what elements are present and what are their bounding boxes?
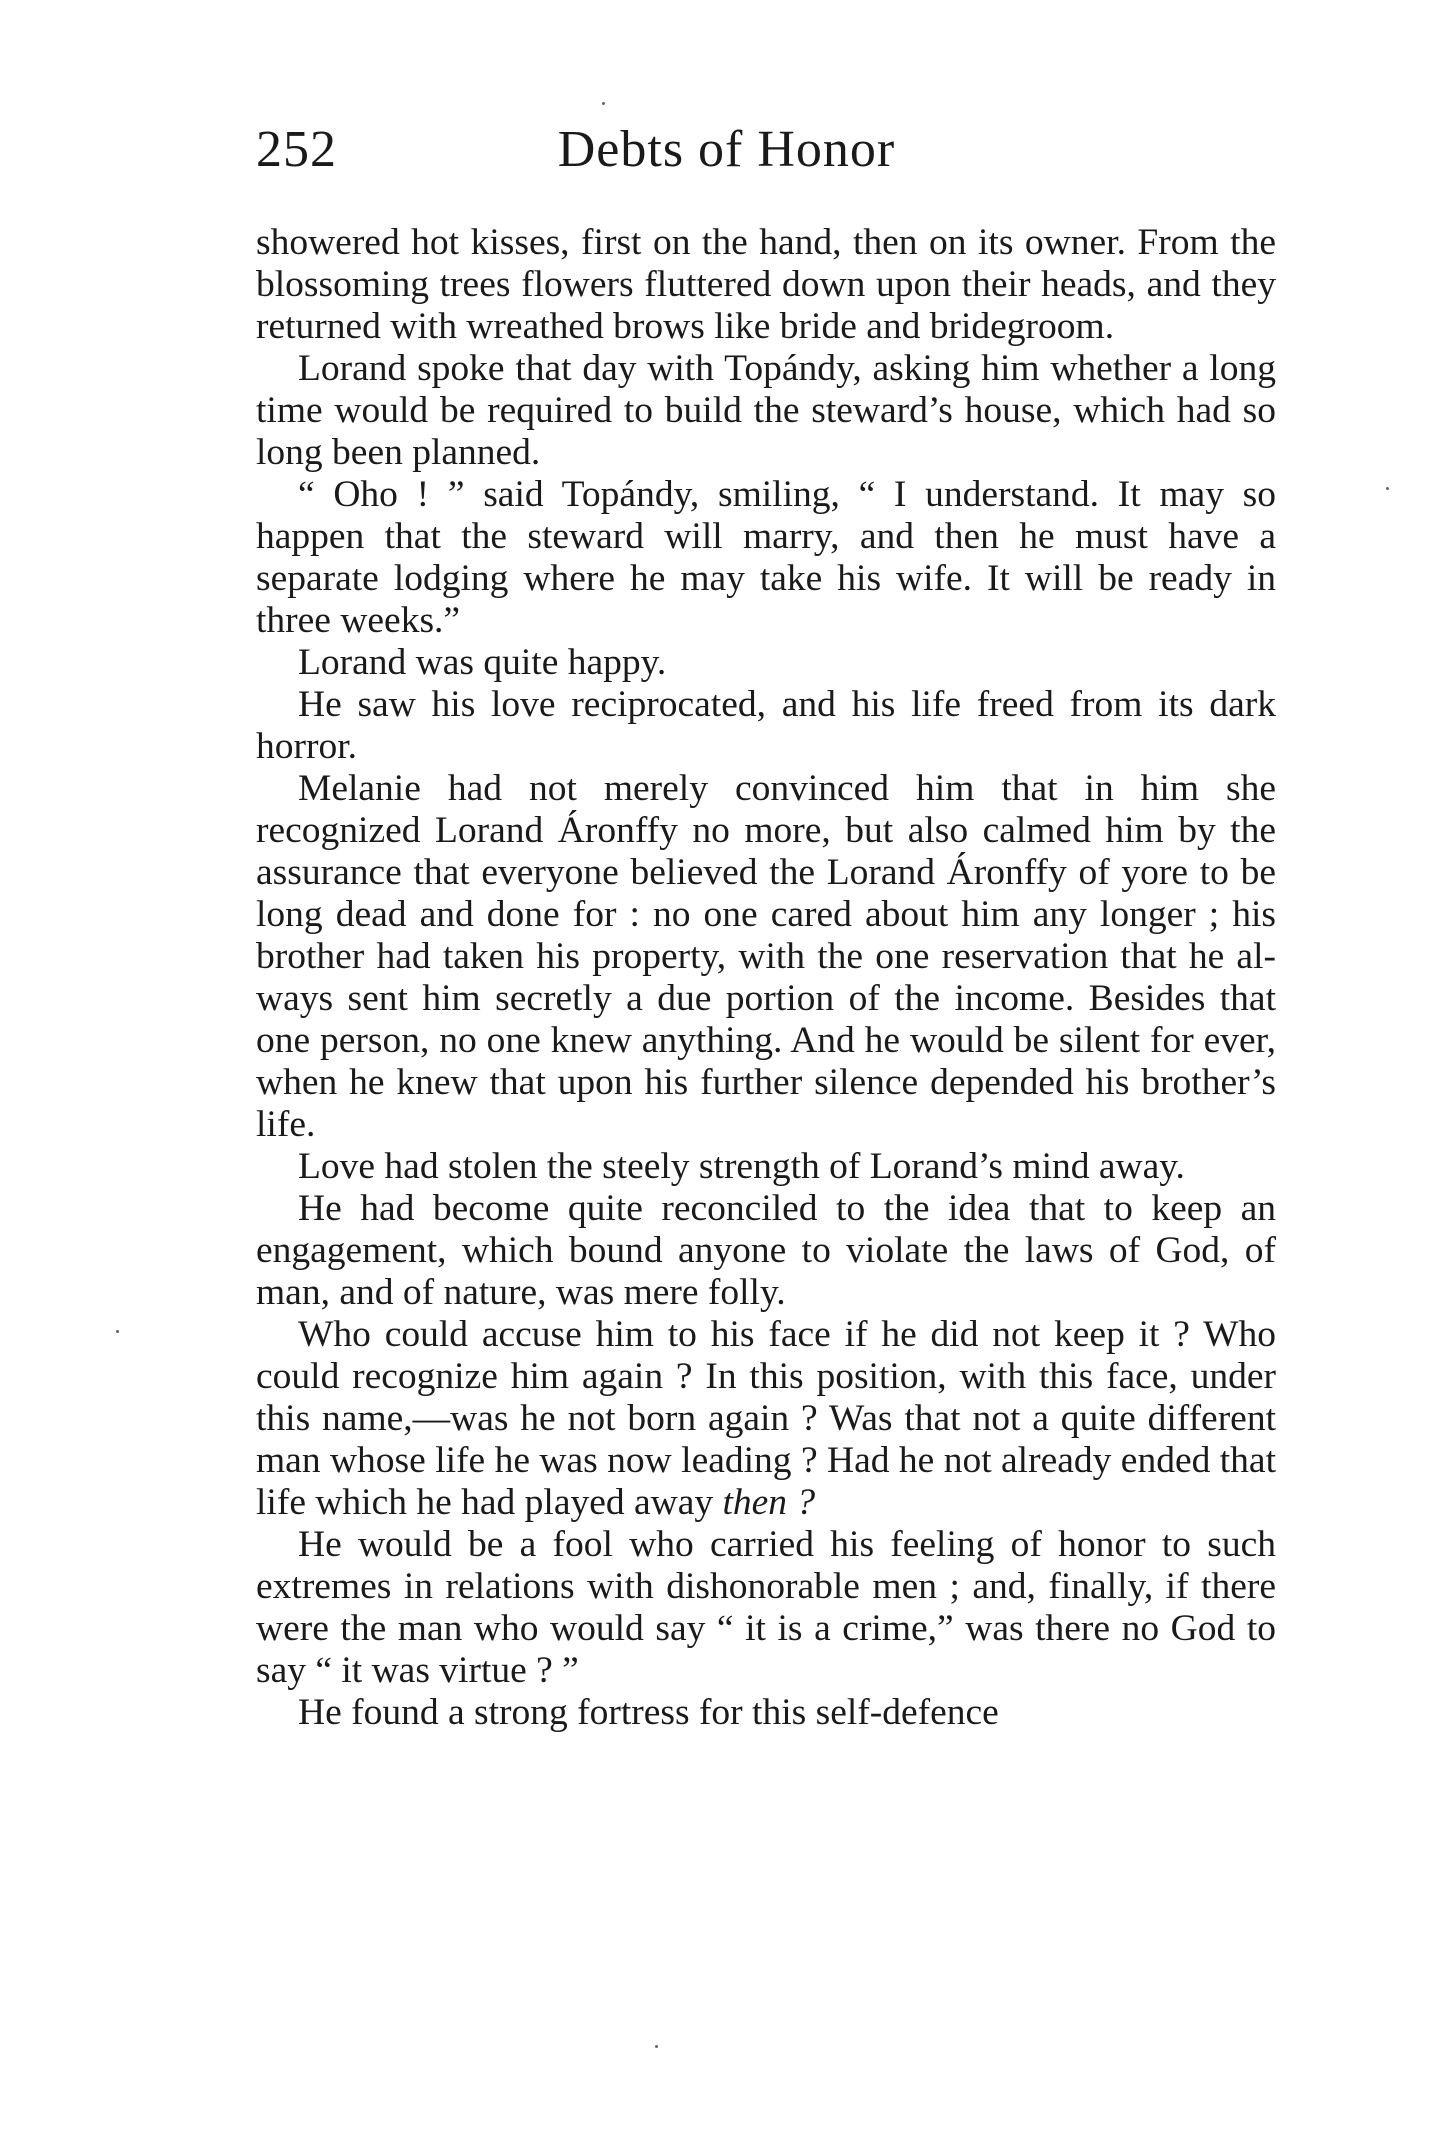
paragraph: Lorand spoke that day with Topándy, asking him whether a long time would be required to build the steward’s house, which had so long been planned.: [256, 348, 1276, 473]
print-speck: [655, 2045, 658, 2048]
paragraph: [256, 1314, 1276, 1524]
paragraph: He found a strong fortress for this self-defence: [298, 1692, 999, 1733]
paragraph: “ Oho ! ” said Topándy, smiling, “ I understand. It may so happen that the steward will marry, and then he must have a separate lodging where he may take his wife. It will be ready in three weeks.”: [256, 474, 1276, 641]
body-text: [256, 222, 1276, 1734]
print-speck: [1386, 487, 1389, 490]
paragraph: Lorand was quite happy.: [298, 642, 667, 683]
paragraph: Love had stolen the steely strength of Lorand’s mind away.: [298, 1146, 1185, 1187]
page-number: 252: [256, 121, 337, 178]
paragraph: He saw his love reciprocated, and his life freed from its dark horror.: [256, 684, 1276, 767]
paragraph: showered hot kisses, first on the hand, then on its owner. From the blossoming trees flowers fluttered down upon their heads, and they returned with wreathed brows like bride and bridegroom.: [256, 222, 1276, 347]
emphasis-text: then ?: [722, 1482, 816, 1523]
running-title: Debts of Honor: [557, 121, 896, 178]
paragraph: Melanie had not merely convinced him that in him she recognized Lorand Áronffy no more, but also calmed him by the assurance that everyone believed the Lorand Áronffy of yore to be long dead and done for : no one cared about him any longer ; his brother had taken his property, with the one reservation that he always sent him secretly a due portion of the income. Besides that one person, no one knew anything. And he would be silent for ever, when he knew that upon his further silence depended his brother’s life.: [256, 768, 1276, 1145]
paragraph: He would be a fool who carried his feeling of honor to such extremes in relations with dishonorable men ; and, finally, if there were the man who would say “ it is a crime,” was there no God to say “ it was virtue ? ”: [256, 1524, 1276, 1691]
paragraph: He had become quite reconciled to the idea that to keep an engagement, which bound anyone to violate the laws of God, of man, and of nature, was mere folly.: [256, 1188, 1276, 1313]
print-speck: [602, 102, 605, 105]
print-speck: [116, 1330, 119, 1333]
paragraph-text: Who could accuse him to his face if he did not keep it ? Who could recognize him again ? In this position, with this face, under this name,—was he not born again ? Was that not a quite different man whose life he was now leading ? Had he not already ended that life which he had played away: [256, 1314, 1276, 1523]
